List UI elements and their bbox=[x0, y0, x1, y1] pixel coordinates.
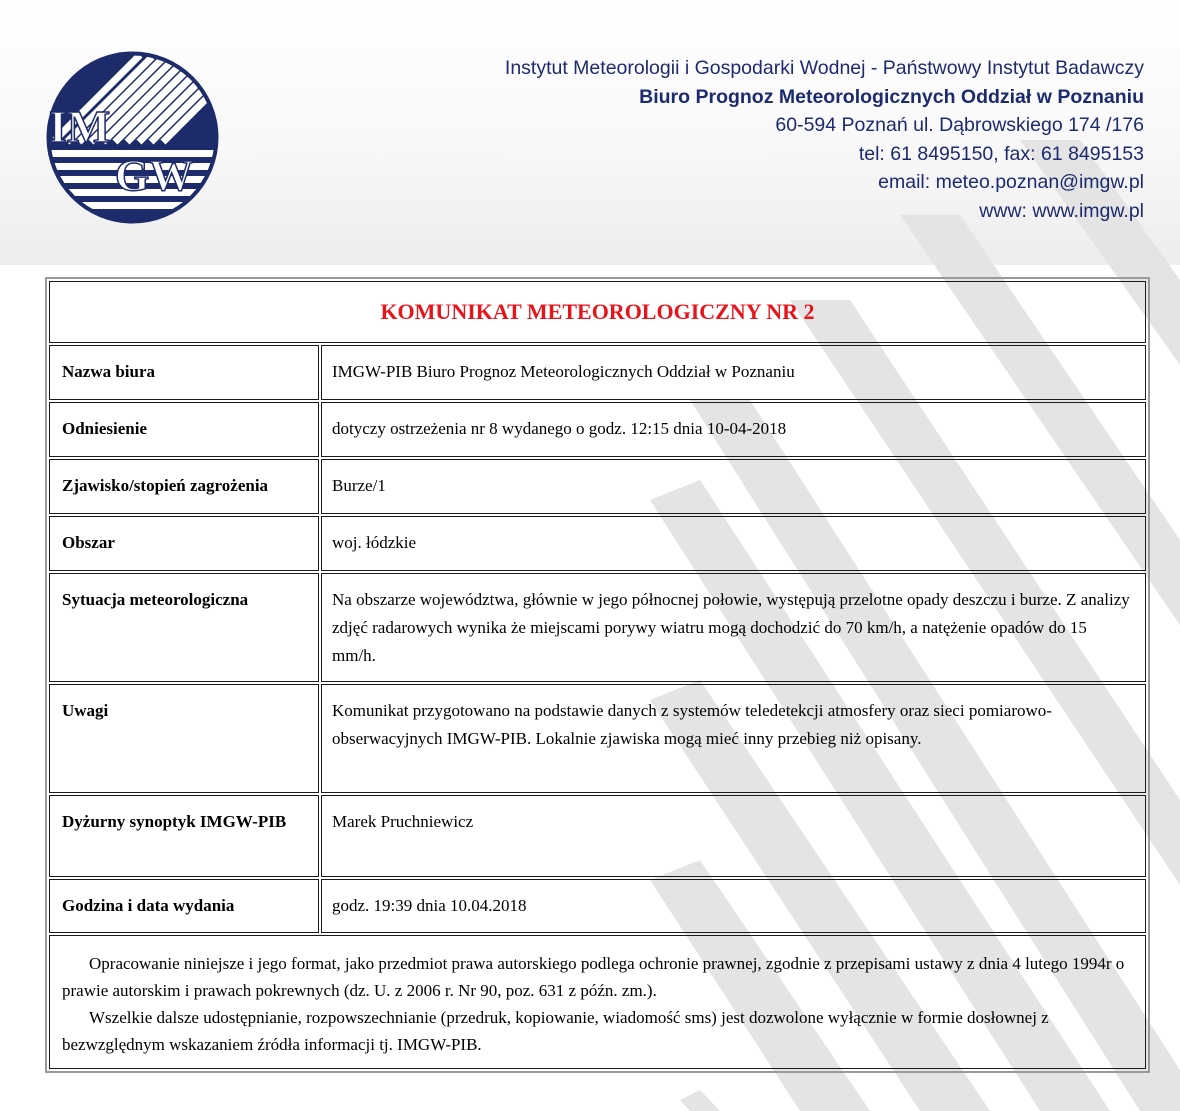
row-label: Odniesienie bbox=[49, 402, 319, 457]
row-label: Obszar bbox=[49, 516, 319, 571]
row-value: Burze/1 bbox=[321, 459, 1146, 514]
row-label: Sytuacja meteorologiczna bbox=[49, 573, 319, 682]
row-value: Marek Pruchniewicz bbox=[321, 795, 1146, 877]
row-reference bbox=[49, 402, 1146, 457]
row-phenomenon bbox=[49, 459, 1146, 514]
row-duty-forecaster bbox=[49, 795, 1146, 877]
row-area bbox=[49, 516, 1146, 571]
row-value: IMGW-PIB Biuro Prognoz Meteorologicznych Oddział w Poznaniu bbox=[321, 345, 1146, 400]
copyright-notice bbox=[49, 935, 1146, 1069]
institute-contact-block bbox=[505, 54, 1144, 225]
row-label: Nazwa biura bbox=[49, 345, 319, 400]
row-value: dotyczy ostrzeżenia nr 8 wydanego o godz. 12:15 dnia 10-04-2018 bbox=[321, 402, 1146, 457]
row-value: godz. 19:39 dnia 10.04.2018 bbox=[321, 879, 1146, 933]
row-meteorological-situation bbox=[49, 573, 1146, 682]
row-value: woj. łódzkie bbox=[321, 516, 1146, 571]
row-office-name bbox=[49, 345, 1146, 400]
row-label: Uwagi bbox=[49, 684, 319, 793]
row-label: Godzina i data wydania bbox=[49, 879, 319, 933]
row-label: Zjawisko/stopień zagrożenia bbox=[49, 459, 319, 514]
copyright-paragraph: Opracowanie niniejsze i jego format, jako przedmiot prawa autorskiego podlega ochronie prawnej, zgodnie z przepisami ustawy z dnia 4 lutego 1994r o prawie autorskim i prawach pokrewnych (dz. U. z 2006 r. Nr 90, poz. 631 z późn. zm.). bbox=[62, 954, 1125, 1000]
communique-table bbox=[45, 277, 1150, 1073]
svg-text:IM: IM bbox=[49, 101, 111, 152]
row-remarks bbox=[49, 684, 1146, 793]
row-label: Dyżurny synoptyk IMGW-PIB bbox=[49, 795, 319, 877]
row-value: Komunikat przygotowano na podstawie danych z systemów teledetekcji atmosfery oraz sieci pomiarowo-obserwacyjnych IMGW-PIB. Lokalnie zjawiska mogą mieć inny przebieg niż opisany. bbox=[321, 684, 1146, 793]
row-value: Na obszarze województwa, głównie w jego północnej połowie, występują przelotne opady deszczu i burze. Z analizy zdjęć radarowych wynika że miejscami porywy wiatru mogą dochodzić do 70 km/h, a natężenie opadów do 15 mm/h. bbox=[321, 573, 1146, 682]
office-name: Biuro Prognoz Meteorologicznych Oddział w Poznaniu bbox=[639, 85, 1144, 108]
imgw-logo bbox=[45, 50, 220, 225]
email-address[interactable]: email: meteo.poznan@imgw.pl bbox=[878, 171, 1144, 193]
svg-text:GW: GW bbox=[115, 151, 194, 200]
phone-fax: tel: 61 8495150, fax: 61 8495153 bbox=[858, 142, 1144, 165]
distribution-paragraph: Wszelkie dalsze udostępnianie, rozpowszechnianie (przedruk, kopiowanie, wiadomość sms) jest dozwolone wyłącznie w formie dosłownej z bezwzględnym wskazaniem źródła informacji tj. IMGW-PIB. bbox=[62, 1008, 1049, 1054]
website-link[interactable]: www: www.imgw.pl bbox=[979, 199, 1144, 222]
office-address: 60-594 Poznań ul. Dąbrowskiego 174 /176 bbox=[775, 114, 1144, 136]
row-issue-time bbox=[49, 879, 1146, 933]
institute-name: Instytut Meteorologii i Gospodarki Wodnej - Państwowy Instytut Badawczy bbox=[504, 57, 1144, 79]
communique-title: KOMUNIKAT METEOROLOGICZNY NR 2 bbox=[49, 281, 1146, 343]
